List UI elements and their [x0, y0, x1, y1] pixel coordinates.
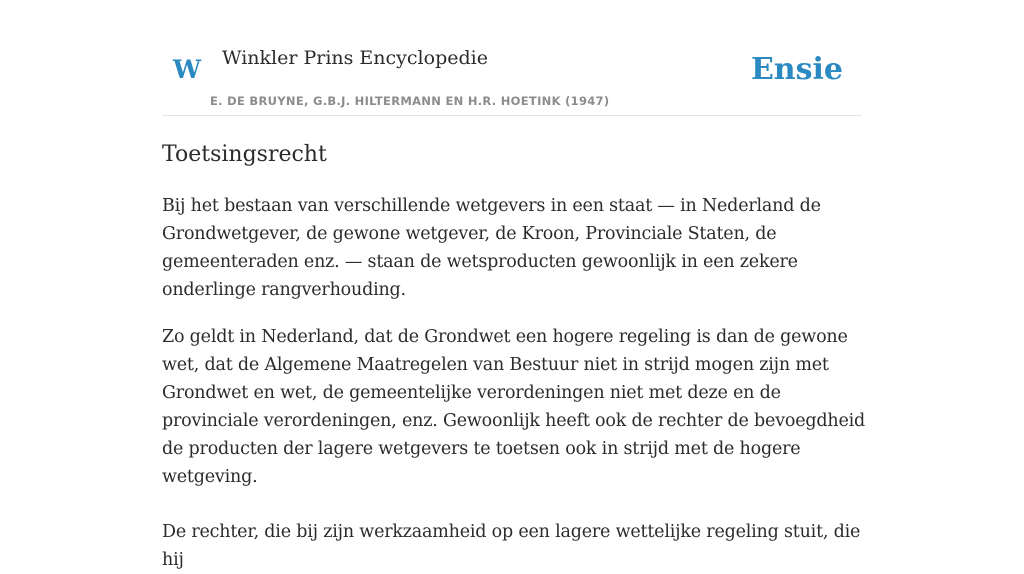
- article-paragraph: Bij het bestaan van verschillende wetgevers in een staat — in Nederland de Grondwetgever, de gewone wetgever, de Kroon, Provinciale Staten, de gemeenteraden enz. — staan de wetsproducten gewoonlijk in een zekere onderlinge rangverhouding.: [162, 196, 821, 300]
- winkler-prins-logo[interactable]: W: [173, 55, 202, 84]
- site-header: [162, 0, 862, 116]
- article-paragraph: De rechter, die bij zijn werkzaamheid op een lagere wettelijke regeling stuit, die hij: [162, 522, 861, 570]
- ensie-logo[interactable]: Ensie: [750, 52, 843, 87]
- article-body: [162, 192, 867, 574]
- site-subtitle: E. DE BRUYNE, G.B.J. HILTERMANN EN H.R. HOETINK (1947): [210, 94, 610, 108]
- article-paragraph: Zo geldt in Nederland, dat de Grondwet een hogere regeling is dan de gewone wet, dat de Algemene Maatregelen van Bestuur niet in strijd mogen zijn met Grondwet en wet, de gemeentelijke verordeningen niet met deze en de provinciale verordeningen, enz. Gewoonlijk heeft ook de rechter de bevoegdheid de producten der lagere wetgevers te toetsen ook in strijd met de hogere wetgeving.: [162, 327, 866, 487]
- site-title[interactable]: Winkler Prins Encyclopedie: [222, 47, 488, 69]
- page-container: [162, 0, 866, 570]
- article-title: Toetsingsrecht: [162, 142, 327, 167]
